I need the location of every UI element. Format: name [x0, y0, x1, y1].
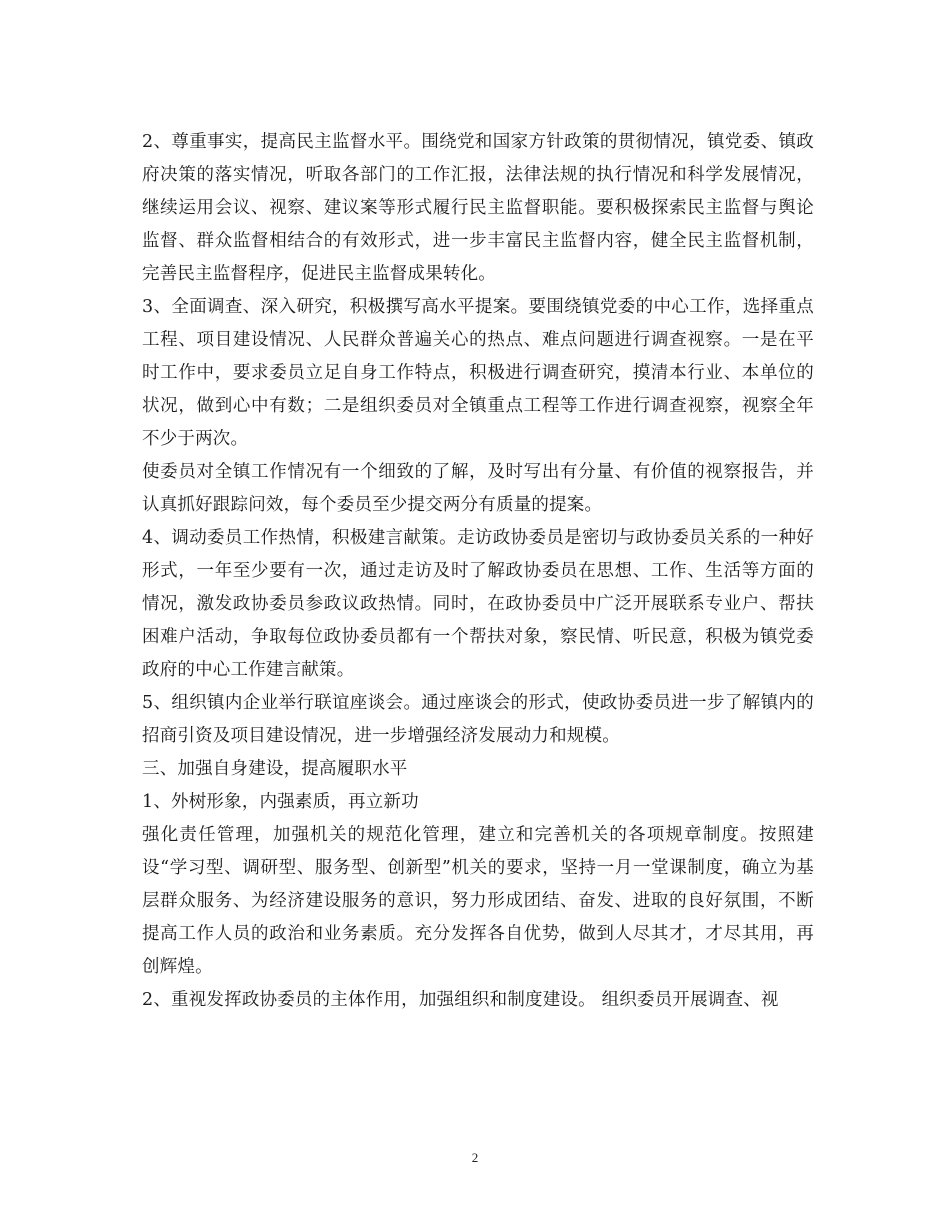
- paragraph-member-role: 2、重视发挥政协委员的主体作用，加强组织和制度建设。 组织委员开展调查、视: [142, 990, 779, 1010]
- paragraph-inspection-reports: 使委员对全镇工作情况有一个细致的了解，及时写出有分量、有价值的视察报告，并认真抓好跟踪问效，每个委员至少提交两分有质量的提案。: [142, 462, 814, 515]
- paragraph-responsibility-management: 强化责任管理，加强机关的规范化管理，建立和完善机关的各项规章制度。按照建设“学习型、调研型、服务型、创新型”机关的要求，坚持一月一堂课制度，确立为基层群众服务、为经济建设服务的意识，努力形成团结、奋发、进取的良好氛围，不断提高工作人员的政治和业务素质。充分发挥各自优势，做到人尽其才，才尽其用，再创辉煌。: [142, 825, 814, 977]
- paragraph-democratic-supervision: 2、尊重事实，提高民主监督水平。围绕党和国家方针政策的贯彻情况，镇党委、镇政府决策的落实情况，听取各部门的工作汇报，法律法规的执行情况和科学发展情况，继续运用会议、视察、建议案等形式履行民主监督职能。要积极探索民主监督与舆论监督、群众监督相结合的有效形式，进一步丰富民主监督内容，健全民主监督机制，完善民主监督程序，促进民主监督成果转化。: [142, 132, 814, 284]
- paragraph-enterprise-forum: 5、组织镇内企业举行联谊座谈会。通过座谈会的形式，使政协委员进一步了解镇内的招商引资及项目建设情况，进一步增强经济发展动力和规模。: [142, 693, 814, 746]
- subheading-image-quality: 1、外树形象，内强素质，再立新功: [142, 792, 419, 812]
- page-number: 2: [471, 1150, 479, 1165]
- paragraph-investigation-proposals: 3、全面调查、深入研究，积极撰写高水平提案。要围绕镇党委的中心工作，选择重点工程、项目建设情况、人民群众普遍关心的热点、难点问题进行调查视察。一是在平时工作中，要求委员立足自身工作特点，积极进行调查研究，摸清本行业、本单位的状况，做到心中有数；二是组织委员对全镇重点工程等工作进行调查视察，视察全年不少于两次。: [142, 297, 814, 449]
- section-heading-self-building: 三、加强自身建设，提高履职水平: [142, 759, 408, 779]
- paragraph-member-enthusiasm: 4、调动委员工作热情，积极建言献策。走访政协委员是密切与政协委员关系的一种好形式，一年至少要有一次，通过走访及时了解政协委员在思想、工作、生活等方面的情况，激发政协委员参政议政热情。同时，在政协委员中广泛开展联系专业户、帮扶困难户活动，争取每位政协委员都有一个帮扶对象，察民情、听民意，积极为镇党委政府的中心工作建言献策。: [142, 528, 814, 680]
- document-body: [142, 126, 814, 1017]
